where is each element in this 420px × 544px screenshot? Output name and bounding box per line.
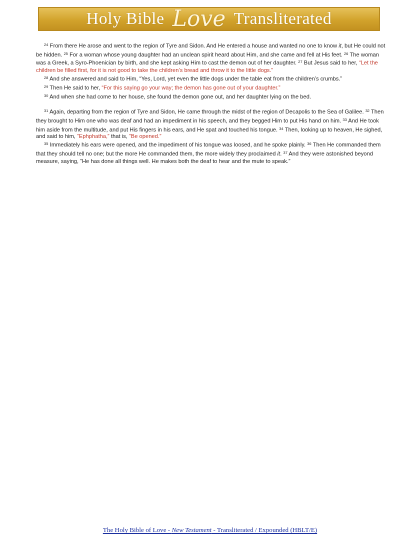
verse-text: , but He could not be hidden. bbox=[36, 43, 386, 59]
verse-text: And when she had come to her house, she found the demon gone out, and her daughter lying on the bed. bbox=[48, 94, 312, 101]
paragraph bbox=[36, 84, 386, 93]
words-of-jesus: “Be opened.” bbox=[128, 134, 162, 141]
verse-number: 26 bbox=[344, 51, 349, 56]
verse-text: . bbox=[280, 151, 284, 158]
verse-text: And He took him aside from the multitude, and put His fingers in his ears, and He spat and touched his tongue. bbox=[36, 118, 379, 134]
verse-number: 37 bbox=[283, 151, 288, 156]
verse-text: For a woman whose young daughter had an unclean spirit heard about Him, and she came and fell at His feet. bbox=[67, 52, 345, 59]
verse-text: Then He commanded them that they should tell no one; but the more He commanded them, the more widely they proclaimed bbox=[36, 142, 381, 158]
banner-title-right: Transliterated bbox=[233, 9, 332, 28]
paragraph bbox=[36, 141, 386, 165]
verse-number: 27 bbox=[298, 60, 303, 65]
paragraph bbox=[36, 93, 386, 102]
footer-text: The Holy Bible of Love - bbox=[102, 527, 172, 534]
verse-number: 29 bbox=[44, 84, 49, 89]
words-of-jesus: “Ephphatha,” bbox=[77, 134, 110, 141]
banner-title-middle: Love bbox=[172, 7, 226, 31]
verse-number: 24 bbox=[44, 43, 49, 47]
words-of-jesus: “For this saying go your way; the demon has gone out of your daughter.” bbox=[101, 85, 281, 92]
verse-text: Then, looking up to heaven, He sighed, and said to him, bbox=[36, 127, 383, 141]
verse-text: Then He said to her, bbox=[48, 85, 102, 92]
footer-italic: New Testament bbox=[171, 527, 212, 534]
verse-number: 31 bbox=[44, 109, 49, 114]
banner-title-left: Holy Bible bbox=[86, 9, 165, 28]
verse-number: 36 bbox=[307, 142, 312, 147]
paragraph bbox=[36, 108, 386, 141]
verse-text: The woman was a Greek, a Syro-Phoenician by birth, and she kept asking Him to cast the demon out of her daughter. bbox=[36, 52, 379, 67]
footer-text: - Transliterated / Expounded (HBLT/E) bbox=[211, 527, 318, 534]
verse-text: Again, departing from the region of Tyre and Sidon, He came through the midst of the region of Decapolis to the Sea of Galilee. bbox=[48, 109, 366, 116]
footer-link[interactable] bbox=[0, 527, 420, 534]
scripture-text bbox=[36, 42, 386, 166]
verse-text: But Jesus said to her, bbox=[302, 60, 359, 67]
title-banner bbox=[38, 7, 380, 31]
verse-text: And she answered and said to Him, “Yes, Lord, yet even the little dogs under the table eat from the children’s crumbs.” bbox=[48, 76, 343, 83]
verse-number: 33 bbox=[342, 117, 347, 122]
verse-text: And they were astonished beyond measure, saying, “He has done all things well. He makes both the deaf to hear and the mute to speak.” bbox=[36, 151, 373, 165]
verse-number: 35 bbox=[44, 142, 49, 147]
paragraph bbox=[36, 42, 386, 75]
verse-number: 25 bbox=[63, 51, 68, 56]
verse-number: 32 bbox=[365, 109, 370, 114]
verse-text: Immediately his ears were opened, and the impediment of his tongue was loosed, and he spoke plainly. bbox=[48, 142, 308, 149]
verse-italic: it bbox=[277, 151, 281, 158]
verse-text: that is, bbox=[109, 134, 129, 141]
verse-text: Then they brought to Him one who was deaf and had an impediment in his speech, and they begged Him to put His hand on him. bbox=[36, 109, 384, 125]
verse-number: 30 bbox=[44, 93, 49, 98]
verse-number: 28 bbox=[44, 76, 49, 81]
paragraph bbox=[36, 75, 386, 84]
verse-number: 34 bbox=[279, 126, 284, 131]
words-of-jesus: “Let the children be filled first, for it is not good to take the children’s bread and throw it to the little dogs.” bbox=[36, 60, 378, 75]
verse-text: From there He arose and went to the region of Tyre and Sidon. And He entered a house and wanted no one to know bbox=[48, 43, 339, 50]
verse-italic: it bbox=[338, 43, 342, 50]
